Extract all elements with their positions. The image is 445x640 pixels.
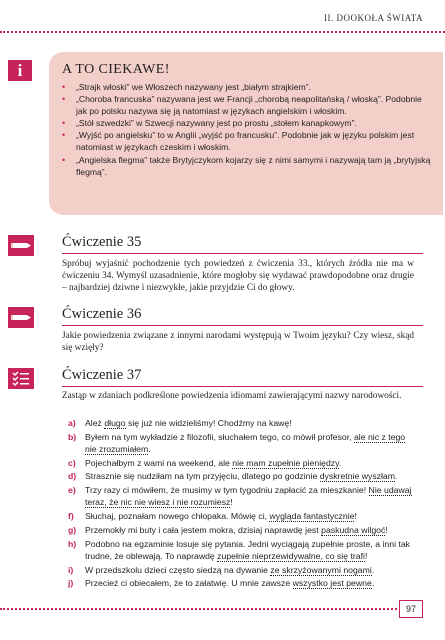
underlined-phrase: Nie udawaj teraz, że nic nie wiesz i nie rozumiesz (85, 485, 412, 508)
exercise-instruction: Zastąp w zdaniach podkreślone powiedzenia idiomami zawierającymi nazwy narodowości. (62, 391, 402, 401)
info-list (62, 81, 432, 178)
bullet-icon: • (62, 130, 66, 141)
underlined-phrase: ze skrzyżowanymi nogami (270, 564, 372, 575)
bullet-icon: • (62, 118, 66, 129)
checklist-icon (8, 368, 34, 389)
info-item: • „Choroba francuska” nazywana jest we Francji „chorobą neapolitańską / włoską”. Podobnie jak po polsku nazywa się ją natomiast w językach angielskim i włoskim. (62, 94, 422, 117)
exercise-title: Ćwiczenie 36 (62, 306, 142, 322)
title-underline (62, 386, 423, 387)
underlined-phrase: zupełnie nieprzewidywalne, co się trafi (217, 550, 365, 561)
bullet-icon: • (62, 154, 66, 165)
info-item: • „Strajk włoski” we Włoszech nazywany jest „białym strajkiem”. (62, 82, 311, 92)
list-item: i) W przedszkolu dzieci często siedzą na dywanie ze skrzyżowanymi nogami. (68, 564, 375, 575)
list-item: e) Trzy razy ci mówiłem, że musimy w tym tygodniu zapłacić za mieszkanie! Nie udawaj teraz, że nic nie wiesz i nie rozumiesz! (68, 485, 412, 508)
underlined-phrase: ale nic z tego nie zrozumiałem (85, 431, 406, 454)
list-item: a) Ależ długo się już nie widzieliśmy! Chodźmy na kawę! (68, 418, 292, 428)
footer-dotted-rule (0, 608, 397, 610)
underlined-phrase: dyskretnie wyszłam (319, 471, 395, 482)
info-icon: i (8, 60, 32, 81)
list-item: c) Pojechałbym z wami na weekend, ale nie mam zupełnie pieniędzy. (68, 457, 342, 468)
underlined-phrase: nie mam zupełnie pieniędzy (232, 457, 339, 468)
bullet-icon: • (62, 94, 66, 105)
exercise-title: Ćwiczenie 35 (62, 234, 142, 250)
title-underline (62, 253, 423, 254)
list-item: h) Podobno na egzaminie losuje się pytania. Jedni wyciągają zupełnie proste, a inni tak trudne, że oblewają. To naprawdę zupełnie nieprzewidywalne, co się trafi! (68, 538, 411, 561)
list-item: f) Słuchaj, poznałam nowego chłopaka. Mówię ci, wygląda fantastycznie! (68, 511, 357, 522)
underlined-phrase: długo (104, 418, 126, 428)
list-item: d) Strasznie się nudziłam na tym przyjęciu, dlatego po godzinie dyskretnie wyszłam. (68, 471, 398, 482)
bullet-icon: • (62, 82, 66, 92)
section-title: II. DOOKOŁA ŚWIATA (323, 13, 423, 23)
pencil-icon (8, 235, 34, 256)
exercise-items (62, 418, 414, 592)
underlined-phrase: wszystko jest pewne (292, 578, 372, 589)
exercise-title: Ćwiczenie 37 (62, 367, 142, 383)
pencil-icon (8, 307, 34, 328)
list-item: g) Przemokły mi buty i cała jestem mokra, dzisiaj naprawdę jest paskudna wilgoć! (68, 524, 388, 535)
underlined-phrase: wygląda fantastycznie (269, 511, 355, 522)
exercise-instruction: Spróbuj wyjaśnić pochodzenie tych powiedzeń z ćwiczenia 33., których źródła nie ma w ćwiczeniu 34. Wymyśl uzasadnienie, które mogłoby się wydawać prawdopodobne oraz drugie – najbardziej dziwne i niezwykłe, jakie przyjdzie Ci do głowy. (62, 259, 414, 294)
info-item: • „Stół szwedzki” w Szwecji nazywany jest po prostu „stołem kanapkowym”. (62, 118, 357, 129)
title-underline (62, 325, 423, 326)
info-item: • „Angielska flegma” także Brytyjczykom kojarzy się z nimi samymi i nazywają tam ją „brytyjską flegmą”. (62, 154, 431, 177)
list-item: j) Przecież ci obiecałem, że to załatwię. U mnie zawsze wszystko jest pewne. (68, 578, 375, 589)
header-dotted-rule (0, 31, 445, 33)
info-box-title: A TO CIEKAWE! (62, 62, 170, 77)
info-item: • „Wyjść po angielsku” to w Anglii „wyjść po francusku”. Podobnie jak w języku polskim jest natomiast w językach czeskim i włoskim. (62, 130, 415, 153)
exercise-instruction: Jakie powiedzenia związane z innymi narodami występują w Twoim języku? Czy wiesz, skąd się wzięły? (62, 331, 414, 354)
page-number: 97 (399, 600, 423, 618)
list-item: b) Byłem na tym wykładzie z filozofii, słuchałem tego, co mówił profesor, ale nic z tego nie zrozumiałem. (68, 431, 406, 454)
underlined-phrase: paskudna wilgoć (321, 524, 386, 535)
